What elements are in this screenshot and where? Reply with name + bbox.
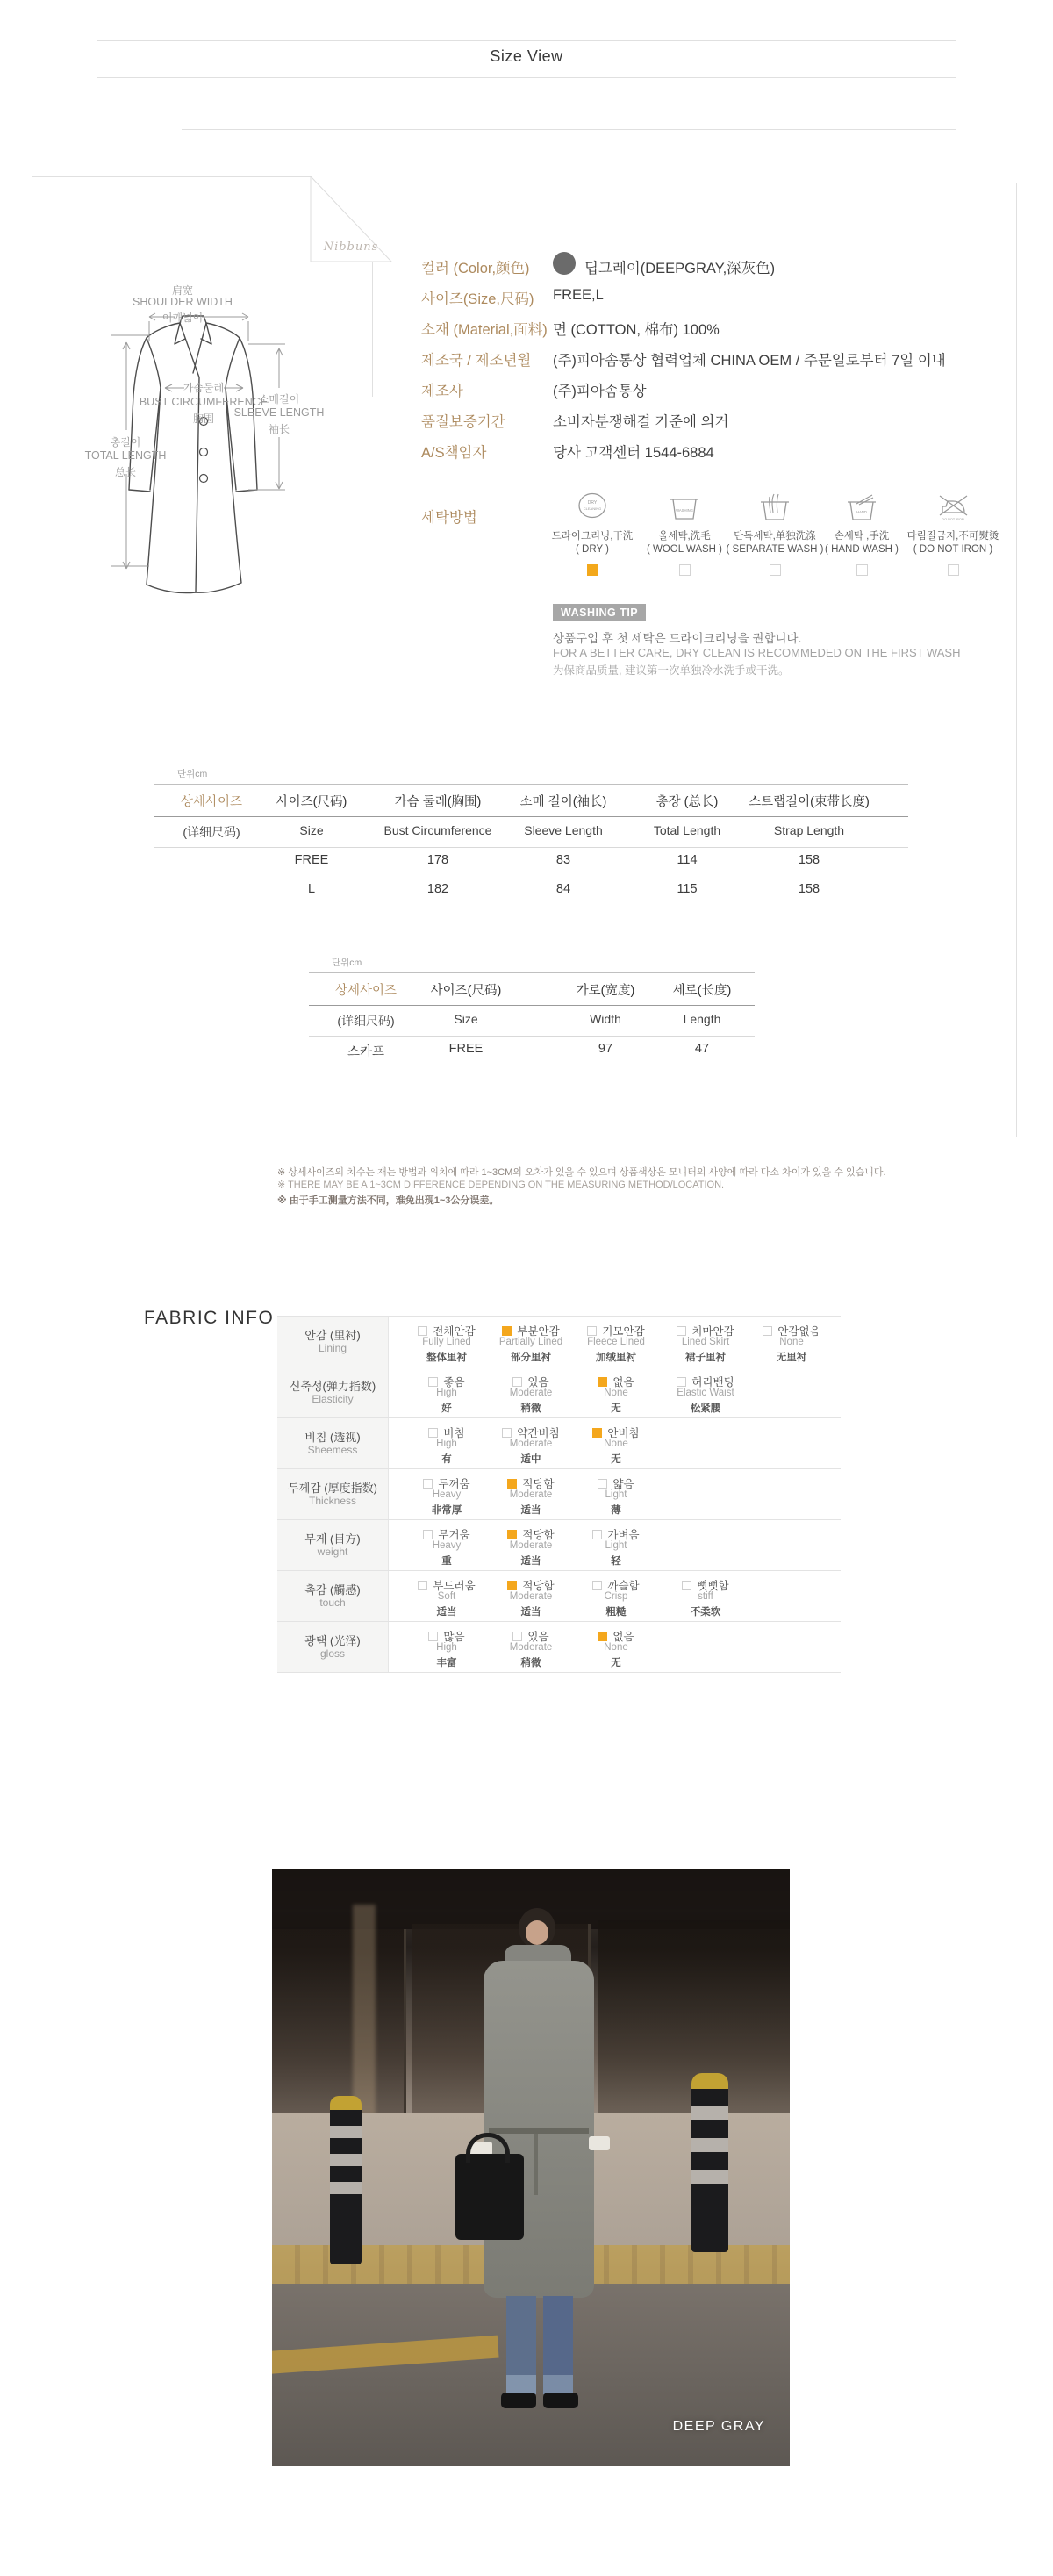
fabric-option-cn: 适当 [520, 1607, 541, 1618]
fabric-option-en: Moderate [509, 1642, 553, 1653]
fabric-option [491, 1570, 571, 1621]
fabric-option-kr: 비침 [443, 1427, 465, 1439]
table-header-kr: 세로(长度) [672, 984, 732, 998]
wash-method-item [899, 492, 1007, 576]
svg-text:DRY: DRY [587, 500, 598, 506]
fabric-row-label-kr: 촉감 (觸感) [304, 1583, 361, 1597]
table-header-en: Size [299, 823, 324, 837]
fabric-option-kr: 뻣뻣함 [697, 1580, 729, 1592]
fabric-row-label-kr: 비침 (透视) [304, 1431, 361, 1444]
info-row-label: 소재 (Material,面料) [421, 322, 548, 338]
info-row-value: 면 (COTTON, 棉布) 100% [553, 322, 720, 338]
wash-item-checkbox[interactable] [587, 564, 598, 576]
fabric-option-cn: 松紧腰 [690, 1403, 721, 1414]
sheet-top-edge [182, 129, 956, 130]
total-length-label-en: TOTAL LENGTH [84, 449, 167, 462]
fabric-option [665, 1316, 746, 1367]
fabric-option-checkbox[interactable] [682, 1581, 691, 1590]
table-divider-light [309, 1036, 755, 1037]
fabric-row-label-kr: 안감 (里衬) [304, 1329, 361, 1342]
sleeve-label-en: SLEEVE LENGTH [233, 406, 325, 419]
fabric-option-cn: 适当 [520, 1505, 541, 1516]
wash-item-label-en: ( SEPARATE WASH ) [726, 544, 824, 555]
wash-item-label-en: ( DO NOT IRON ) [913, 544, 993, 555]
fabric-option-cn: 薄 [611, 1505, 621, 1516]
fabric-option-kr: 안비침 [607, 1427, 640, 1439]
fabric-option-checkbox[interactable] [418, 1326, 427, 1336]
fabric-option-kr: 허리밴딩 [691, 1376, 734, 1388]
table-header-kr: 가로(宽度) [576, 984, 635, 998]
table-header-kr: 사이즈(尺码) [430, 984, 502, 998]
fabric-option [491, 1468, 571, 1519]
fabric-option-en: None [604, 1642, 628, 1653]
fabric-row-label-kr: 신축성(弹力指数) [289, 1380, 376, 1393]
table-header-en: Total Length [653, 823, 721, 837]
table-cell: 83 [555, 853, 571, 867]
product-photo [272, 1869, 790, 2466]
fabric-option-checkbox[interactable] [428, 1377, 438, 1387]
fabric-option-cn: 整体里衬 [426, 1353, 467, 1363]
table-header-kr: 스트랩길이(束带长度) [749, 795, 870, 809]
fabric-option-kr: 적당함 [522, 1580, 555, 1592]
info-row-value: 당사 고객센터 1544-6884 [553, 445, 714, 461]
fabric-option-checkbox[interactable] [598, 1377, 607, 1387]
fabric-option [491, 1367, 571, 1417]
info-row [0, 410, 1053, 440]
fabric-option-cn: 加绒里衬 [596, 1353, 636, 1363]
fabric-option-en: None [779, 1337, 804, 1347]
fabric-option [576, 1417, 656, 1468]
fabric-option-checkbox[interactable] [592, 1581, 602, 1590]
fabric-option-cn: 无里衬 [776, 1353, 807, 1363]
photo-color-caption: DEEP GRAY [672, 2419, 765, 2434]
fabric-option [406, 1621, 487, 1672]
wash-item-label-kr: 드라이크리닝,干洗 [551, 531, 634, 542]
fabric-option-cn: 适中 [520, 1454, 541, 1465]
info-row-value: (주)피아솜통상 [553, 384, 647, 399]
svg-text:HAND: HAND [856, 510, 867, 514]
bust-label-kr: 가슴둘레 [183, 382, 225, 394]
washing-tip-badge: WASHING TIP [553, 604, 646, 621]
table-border-top [154, 784, 908, 785]
fabric-row-label-en: weight [317, 1546, 348, 1558]
table-divider-mid [154, 816, 908, 817]
bollard-right [691, 2073, 728, 2252]
table-header-kr: 소매 길이(袖长) [519, 795, 607, 809]
fabric-option-checkbox[interactable] [512, 1377, 522, 1387]
fabric-option-cn: 好 [441, 1403, 452, 1414]
table-divider-mid [309, 1005, 755, 1006]
fabric-row-label-kr: 두께감 (厚度指数) [288, 1482, 377, 1495]
fabric-option-cn: 非常厚 [431, 1505, 462, 1516]
fabric-option [406, 1417, 487, 1468]
info-row-label: 컬러 (Color,颜色) [421, 261, 530, 276]
fabric-label-column-divider [388, 1316, 389, 1672]
fabric-option [491, 1519, 571, 1570]
sleeve-label-cn: 袖长 [268, 423, 290, 435]
fabric-option-kr: 있음 [527, 1376, 549, 1388]
info-row [0, 348, 1053, 378]
fabric-option [406, 1316, 487, 1367]
fabric-option [576, 1570, 656, 1621]
fabric-option-cn: 适当 [436, 1607, 457, 1618]
shoe-right [543, 2393, 578, 2408]
info-row-value: FREE,L [553, 287, 604, 303]
fabric-option-en: None [604, 1439, 628, 1449]
table-cell: 84 [555, 882, 571, 896]
fabric-info-table [277, 1316, 841, 1672]
shoe-left [501, 2393, 536, 2408]
svg-text:DO NOT IRON: DO NOT IRON [942, 518, 964, 521]
note-kr: ※ 상세사이즈의 치수는 재는 방법과 위치에 따라 1~3CM의 오차가 있을 수 있으며 상품색상은 모니터의 사양에 따라 다소 차이가 있을 수 있습니다. [277, 1167, 886, 1178]
fabric-option [406, 1570, 487, 1621]
wash-item-label-kr: 단독세탁,单独洗涤 [734, 531, 816, 542]
fabric-option-en: Moderate [509, 1388, 553, 1398]
fabric-option [406, 1519, 487, 1570]
size-table-coat-unit: 단위cm [177, 769, 208, 779]
fabric-option [406, 1468, 487, 1519]
fabric-option-kr: 치마안감 [691, 1325, 734, 1338]
fabric-row-label-en: Elasticity [312, 1393, 354, 1405]
info-row-label: 사이즈(Size,尺码) [421, 291, 534, 307]
table-header-kr: 상세사이즈 [180, 795, 243, 809]
sheet-border-top-left [32, 176, 311, 177]
fabric-option-kr: 부분안감 [517, 1325, 560, 1338]
info-row-label: 제조국 / 제조년월 [421, 353, 532, 369]
fabric-option-cn: 丰富 [436, 1658, 457, 1668]
fabric-option-checkbox[interactable] [507, 1530, 517, 1539]
fabric-option-kr: 좋음 [443, 1376, 465, 1388]
table-cell: FREE [448, 1042, 484, 1056]
total-length-label-cn: 总长 [114, 466, 136, 478]
table-header-en: Length [683, 1012, 721, 1026]
table-header-kr: 총장 (总长) [655, 795, 719, 809]
wash-method-label: 세탁방법 [421, 510, 477, 526]
jeans-right [543, 2296, 573, 2394]
info-row [0, 287, 1053, 317]
fabric-row-label-en: Lining [318, 1342, 347, 1354]
fabric-option-checkbox[interactable] [763, 1326, 772, 1336]
brand-ribbon: Nibbuns [323, 240, 379, 254]
fabric-option-checkbox[interactable] [418, 1581, 427, 1590]
washing-tip-cn: 为保商品质量, 建议第一次单独冷水洗手或干洗。 [553, 664, 790, 677]
fabric-option-checkbox[interactable] [423, 1479, 433, 1489]
fabric-option-en: Light [605, 1489, 627, 1500]
table-border-top [309, 972, 755, 973]
fabric-option-cn: 稍微 [520, 1403, 541, 1414]
wash-item-label-en: ( WOOL WASH ) [646, 544, 723, 555]
fabric-option-checkbox[interactable] [423, 1530, 433, 1539]
note-cn: ※ 由于手工测量方法不同，难免出现1~3公分误差。 [277, 1195, 499, 1206]
fabric-option-cn: 无 [611, 1454, 621, 1465]
fabric-option-checkbox[interactable] [428, 1428, 438, 1438]
table-header-kr: 상세사이즈 [334, 984, 398, 998]
wash-item-label-kr: 손세탁 ,手洗 [834, 531, 890, 542]
bollard-left [330, 2096, 362, 2264]
table-cell: 158 [798, 882, 820, 896]
fabric-option-kr: 두꺼움 [438, 1478, 470, 1490]
fabric-option-checkbox[interactable] [592, 1428, 602, 1438]
wash-item-label-kr: 다림질금지,不可熨烫 [906, 531, 999, 542]
fabric-option-kr: 안감없음 [777, 1325, 820, 1338]
fabric-option-kr: 많음 [443, 1631, 465, 1643]
sleeve-label-kr: 소매길이 [258, 393, 300, 405]
info-row [0, 441, 1053, 470]
fabric-option [491, 1316, 571, 1367]
fabric-option-kr: 없음 [612, 1631, 634, 1643]
wash-item-label-en: ( HAND WASH ) [825, 544, 899, 555]
window-light-streak [353, 1905, 376, 2115]
fabric-option [576, 1367, 656, 1417]
coat-belt [489, 2128, 589, 2134]
fabric-option-en: Heavy [432, 1489, 462, 1500]
fabric-option-checkbox[interactable] [598, 1632, 607, 1641]
bust-label-cn: 胸围 [192, 413, 214, 425]
fabric-option-en: Partially Lined [498, 1337, 563, 1347]
wash-item-label-en: ( DRY ) [576, 544, 609, 555]
table-divider-light [154, 847, 908, 848]
wash-item-checkbox[interactable] [948, 564, 959, 576]
shoulder-width-label-kr: 어깨넓이 [161, 312, 204, 324]
table-header-en: Size [454, 1012, 478, 1026]
fabric-option-kr: 없음 [612, 1376, 634, 1388]
washing-tip-kr: 상품구입 후 첫 세탁은 드라이크리닝을 권합니다. [553, 632, 802, 645]
table-header-en: Sleeve Length [524, 823, 603, 837]
fabric-option-kr: 적당함 [522, 1478, 555, 1490]
fabric-option-cn: 重 [441, 1556, 452, 1567]
fabric-option-cn: 有 [441, 1454, 452, 1465]
shirt-cuff-right [589, 2136, 610, 2150]
table-cell: 47 [694, 1042, 710, 1056]
fabric-row-label-kr: 광택 (光泽) [304, 1634, 361, 1647]
table-cell: 114 [677, 853, 698, 867]
fabric-option-cn: 无 [611, 1658, 621, 1668]
fabric-option-cn: 部分里衬 [511, 1353, 551, 1363]
shoulder-width-label-cn: 肩宽 [171, 284, 193, 297]
wash-item-checkbox[interactable] [770, 564, 781, 576]
title-divider-bottom [97, 77, 956, 78]
model-face [526, 1920, 548, 1945]
fabric-option [751, 1316, 832, 1367]
fabric-option-checkbox[interactable] [677, 1377, 686, 1387]
size-table-scarf-unit: 단위cm [332, 958, 362, 968]
washing-tip-en: FOR A BETTER CARE, DRY CLEAN IS RECOMMEDED ON THE FIRST WASH [553, 646, 961, 659]
fabric-option-kr: 부드러움 [433, 1580, 476, 1592]
wash-item-checkbox[interactable] [679, 564, 691, 576]
fabric-option-cn: 不柔软 [690, 1607, 721, 1618]
fabric-option-en: Moderate [509, 1489, 553, 1500]
do-not-iron-icon [899, 492, 1007, 523]
fabric-option-en: Soft [437, 1591, 456, 1602]
fabric-option-kr: 까슬함 [607, 1580, 640, 1592]
fabric-option-cn: 裙子里衬 [685, 1353, 726, 1363]
info-row-label: 제조사 [421, 384, 463, 399]
info-row-value: 딥그레이(DEEPGRAY,深灰色) [584, 261, 776, 276]
fabric-option [491, 1621, 571, 1672]
fabric-option-checkbox[interactable] [507, 1581, 517, 1590]
fabric-option [576, 1468, 656, 1519]
coat-belt-tie [534, 2134, 538, 2195]
fabric-option-kr: 적당함 [522, 1529, 555, 1541]
table-cell: 115 [677, 882, 698, 896]
fabric-row-label-en: gloss [319, 1647, 345, 1660]
fabric-option-kr: 기모안감 [602, 1325, 645, 1338]
color-swatch [553, 252, 576, 275]
table-header-en: (详细尺码) [183, 825, 240, 839]
shoulder-width-label-en: SHOULDER WIDTH [133, 296, 233, 308]
fabric-table-border-bottom [277, 1672, 841, 1673]
table-header-en: Width [590, 1012, 621, 1026]
fabric-option-en: Fully Lined [422, 1337, 471, 1347]
svg-text:WASHING: WASHING [676, 508, 693, 513]
fabric-option-checkbox[interactable] [507, 1479, 517, 1489]
fabric-option-kr: 무거움 [438, 1529, 470, 1541]
fabric-option-kr: 얇음 [612, 1478, 634, 1490]
fabric-option [406, 1367, 487, 1417]
info-row [0, 256, 1053, 286]
table-cell: 182 [426, 882, 449, 896]
table-cell: FREE [294, 853, 329, 867]
info-row-label: A/S책임자 [421, 445, 487, 461]
total-length-label-kr: 총길이 [110, 436, 141, 448]
fabric-option-cn: 适当 [520, 1556, 541, 1567]
fabric-option-checkbox[interactable] [598, 1479, 607, 1489]
jeans-left [506, 2296, 536, 2394]
fabric-option-en: High [436, 1642, 457, 1653]
fabric-option-en: Light [605, 1540, 627, 1551]
fabric-info-heading: FABRIC INFO [144, 1308, 275, 1328]
info-row [0, 318, 1053, 348]
handbag [455, 2154, 524, 2240]
fabric-option-en: Moderate [509, 1439, 553, 1449]
fabric-option-checkbox[interactable] [677, 1326, 686, 1336]
fabric-option [491, 1417, 571, 1468]
fabric-option-checkbox[interactable] [502, 1428, 512, 1438]
info-row-value: 소비자분쟁해결 기준에 의거 [553, 414, 729, 430]
fabric-option-en: High [436, 1388, 457, 1398]
fabric-option-kr: 전체안감 [433, 1325, 476, 1338]
fabric-option-cn: 粗糙 [605, 1607, 627, 1618]
fabric-option [576, 1519, 656, 1570]
fabric-row-label-en: touch [319, 1597, 346, 1609]
fabric-option-checkbox[interactable] [587, 1326, 597, 1336]
fabric-option-en: Fleece Lined [587, 1337, 645, 1347]
info-row [0, 379, 1053, 409]
fabric-option [576, 1316, 656, 1367]
fabric-row-label-en: Thickness [308, 1495, 357, 1507]
table-cell: 스카프 [347, 1045, 385, 1059]
fabric-option-en: High [436, 1439, 457, 1449]
table-header-kr: 사이즈(尺码) [276, 795, 347, 809]
note-en: ※ THERE MAY BE A 1~3CM DIFFERENCE DEPENDING ON THE MEASURING METHOD/LOCATION. [277, 1180, 725, 1190]
title-divider-top [97, 40, 956, 41]
fabric-option-cn: 轻 [611, 1556, 621, 1567]
fabric-option-en: Elastic Waist [677, 1388, 734, 1398]
fabric-option [576, 1621, 656, 1672]
fabric-option-kr: 약간비침 [517, 1427, 560, 1439]
fabric-option-checkbox[interactable] [428, 1632, 438, 1641]
table-cell: L [307, 882, 316, 896]
fabric-row-label-en: Sheemess [307, 1444, 358, 1456]
fabric-option-en: Moderate [509, 1540, 553, 1551]
table-header-en: Strap Length [773, 823, 845, 837]
wash-item-checkbox[interactable] [856, 564, 868, 576]
fabric-option-en: Lined Skirt [681, 1337, 730, 1347]
bust-label-en: BUST CIRCUMFERENCE [139, 396, 269, 408]
table-header-kr: 가슴 둘레(胸围) [394, 795, 482, 809]
fabric-option-kr: 있음 [527, 1631, 549, 1643]
model-figure [461, 1906, 619, 2442]
fabric-option-kr: 가벼움 [607, 1529, 640, 1541]
fabric-option-cn: 无 [611, 1403, 621, 1414]
info-row-value: (주)피아솜통상 협력업체 CHINA OEM / 주문일로부터 7일 이내 [553, 353, 946, 369]
fabric-option-cn: 稍微 [520, 1658, 541, 1668]
fabric-option-en: None [604, 1388, 628, 1398]
info-row-label: 품질보증기간 [421, 414, 505, 430]
table-cell: 158 [798, 853, 820, 867]
fabric-option [665, 1367, 746, 1417]
fabric-option-en: Crisp [604, 1591, 628, 1602]
fabric-row-label-kr: 무게 (目方) [304, 1532, 361, 1546]
fabric-option-en: stiff [698, 1591, 713, 1602]
svg-text:CLEANING: CLEANING [583, 506, 602, 511]
fabric-option-checkbox[interactable] [502, 1326, 512, 1336]
fabric-option-checkbox[interactable] [512, 1632, 522, 1641]
fabric-option-en: Moderate [509, 1591, 553, 1602]
wash-item-label-kr: 울세탁,洗毛 [658, 531, 711, 542]
table-header-en: (详细尺码) [337, 1014, 395, 1028]
fabric-option-en: Heavy [432, 1540, 462, 1551]
fabric-option [665, 1570, 746, 1621]
table-header-en: Bust Circumference [383, 823, 492, 837]
page-title: Size View [490, 47, 563, 65]
table-cell: 178 [426, 853, 449, 867]
fabric-option-checkbox[interactable] [592, 1530, 602, 1539]
table-cell: 97 [598, 1042, 613, 1056]
storefront-window-left [272, 1929, 406, 2113]
